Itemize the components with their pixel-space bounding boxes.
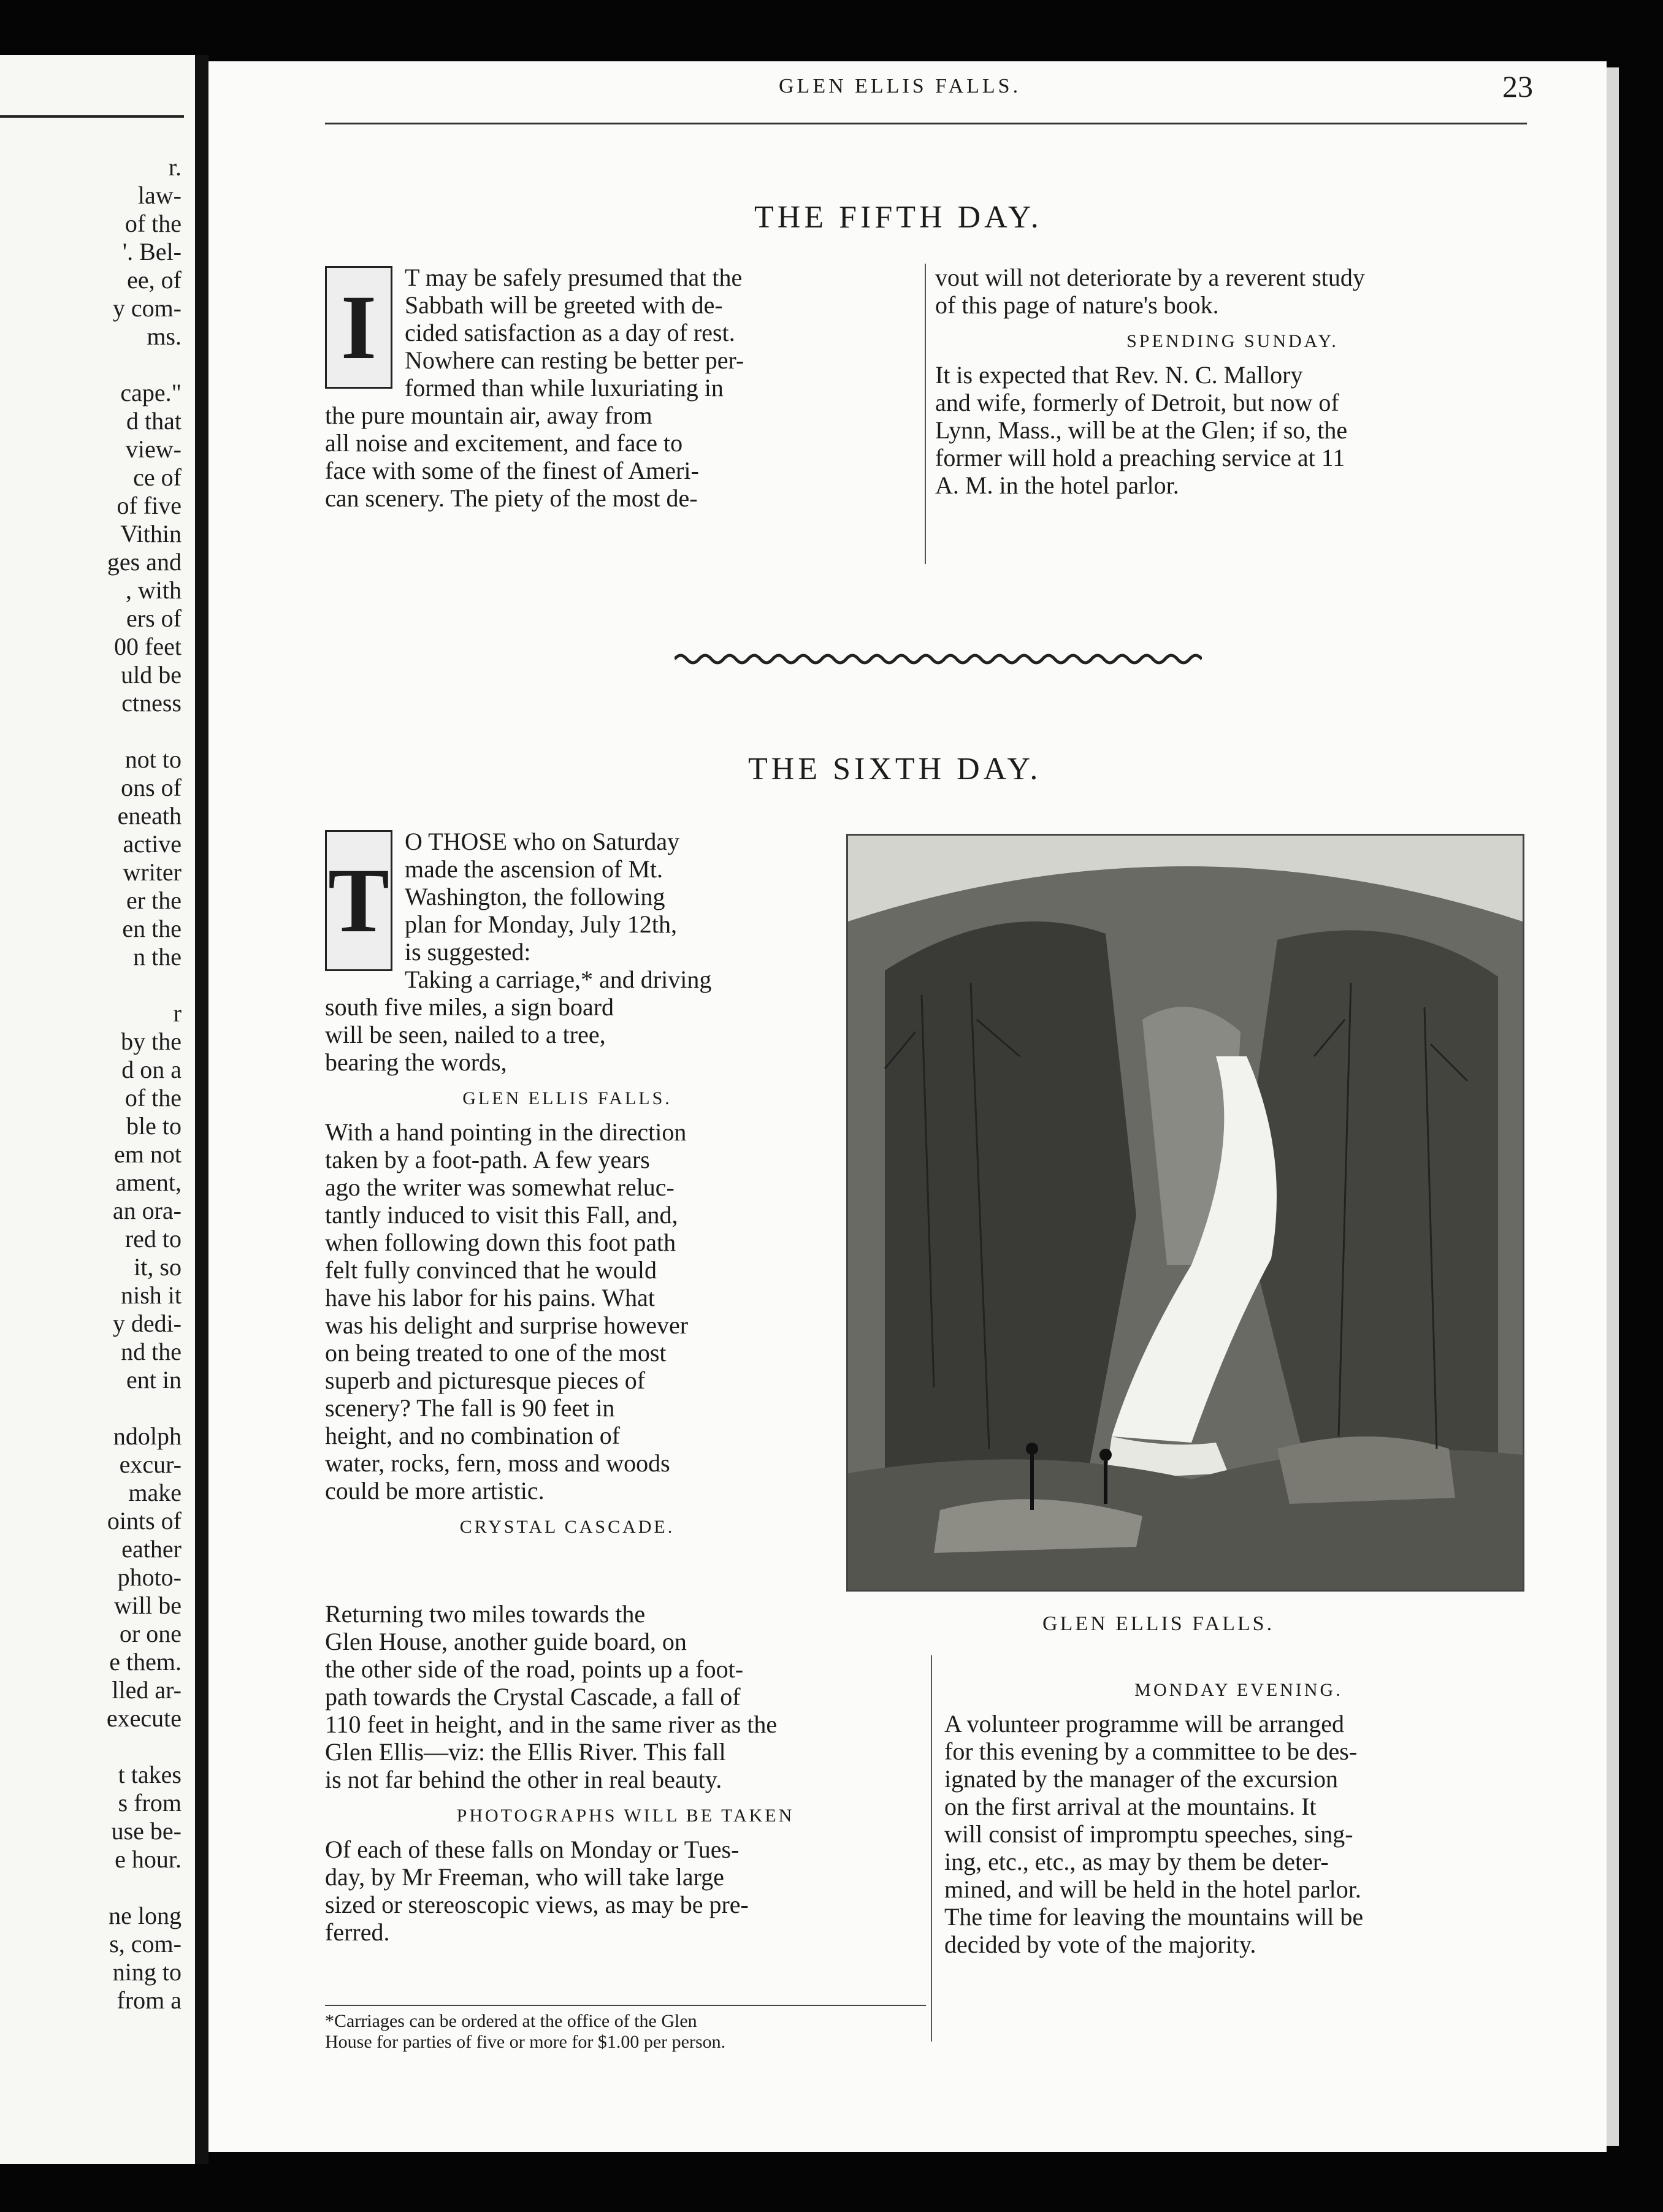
facing-page-fragment-line: make xyxy=(128,1479,182,1506)
facing-page-fragment-line: eneath xyxy=(117,802,182,830)
text-line: ignated by the manager of the excursion xyxy=(944,1765,1338,1793)
text-line: can scenery. The piety of the most de- xyxy=(325,484,698,512)
facing-page-fragment-line: it, so xyxy=(134,1253,182,1281)
facing-page-fragment-line: ges and xyxy=(107,548,182,576)
facing-page-fragment-line: t takes xyxy=(118,1761,182,1788)
text-line: path towards the Crystal Cascade, a fall of xyxy=(325,1683,741,1710)
facing-page-fragment-line: uld be xyxy=(121,661,182,688)
facing-page-fragment-line: from a xyxy=(117,1986,182,2014)
facing-page-fragment-line: y dedi- xyxy=(112,1310,182,1337)
text-line: former will hold a preaching service at 11 xyxy=(935,444,1345,471)
text-line: for this evening by a committee to be des- xyxy=(944,1737,1358,1765)
crystal-cascade-text xyxy=(325,1600,926,1793)
facing-page-fragment-line: of the xyxy=(124,210,182,237)
text-line: will be seen, nailed to a tree, xyxy=(325,1021,606,1048)
crystal-cascade-heading: CRYSTAL CASCADE. xyxy=(459,1517,675,1537)
text-line: was his delight and surprise however xyxy=(325,1311,689,1339)
facing-page-fragment-line: cape." xyxy=(120,379,182,406)
text-line: decided by vote of the majority. xyxy=(944,1931,1256,1958)
facing-page-fragment-line: 00 feet xyxy=(114,633,182,660)
text-line: ing, etc., etc., as may by them be deter- xyxy=(944,1848,1329,1875)
monday-evening-heading: MONDAY EVENING. xyxy=(1134,1680,1343,1700)
facing-page-fragment-line: e them. xyxy=(109,1648,182,1676)
text-line: vout will not deteriorate by a reverent study xyxy=(935,264,1365,291)
facing-page-fragment-line: execute xyxy=(106,1704,182,1732)
facing-page-fragment-line: writer xyxy=(123,858,182,886)
text-line: is not far behind the other in real beauty. xyxy=(325,1766,722,1793)
facing-page-fragment-line: law- xyxy=(137,181,182,209)
text-line: face with some of the finest of Ameri- xyxy=(325,457,699,484)
facing-page-fragment-line: ee, of xyxy=(127,266,182,294)
facing-page-fragment-line: ndolph xyxy=(113,1422,182,1450)
text-line: south five miles, a sign board xyxy=(325,993,614,1021)
book-gutter xyxy=(195,55,208,2164)
carriage-footnote xyxy=(325,2011,926,2053)
facing-page-fragment-line: oints of xyxy=(107,1507,182,1535)
text-line: It is expected that Rev. N. C. Mallory xyxy=(935,361,1303,389)
text-line: Washington, the following xyxy=(405,883,665,910)
facing-page-fragment-line: nd the xyxy=(121,1338,182,1365)
monday-evening-column xyxy=(944,1668,1533,1958)
text-line: superb and picturesque pieces of xyxy=(325,1367,646,1394)
text-line: Returning two miles towards the xyxy=(325,1600,646,1628)
text-line: The time for leaving the mountains will be xyxy=(944,1903,1364,1931)
text-line: A volunteer programme will be arranged xyxy=(944,1710,1344,1737)
text-line: water, rocks, fern, moss and woods xyxy=(325,1449,670,1477)
facing-page-fragment-line: use be- xyxy=(111,1817,182,1845)
text-line: the pure mountain air, away from xyxy=(325,402,652,429)
text-line: is suggested: xyxy=(405,938,531,966)
text-line: scenery? The fall is 90 feet in xyxy=(325,1394,615,1422)
text-line: the other side of the road, points up a foot- xyxy=(325,1655,744,1683)
facing-page-fragment-line: n the xyxy=(133,943,182,971)
text-line: of this page of nature's book. xyxy=(935,291,1219,319)
text-line: ferred. xyxy=(325,1918,390,1946)
wavy-divider xyxy=(675,647,1202,671)
fifth-day-intro-text xyxy=(325,264,914,512)
facing-page-fragment-line: eather xyxy=(121,1535,182,1563)
text-line: Glen Ellis—viz: the Ellis River. This fall xyxy=(325,1738,726,1766)
facing-page-fragment-line: ning to xyxy=(112,1958,182,1986)
facing-page-fragment-line: ers of xyxy=(126,604,182,632)
book-page xyxy=(208,61,1607,2152)
facing-page-fragment-line: y com- xyxy=(112,294,182,322)
text-line: Nowhere can resting be better per- xyxy=(405,346,744,374)
fifth-day-continued-text xyxy=(935,264,1530,319)
text-line: height, and no combination of xyxy=(325,1422,621,1449)
text-line: A. M. in the hotel parlor. xyxy=(935,471,1179,499)
facing-page-fragment-line: e hour. xyxy=(115,1845,182,1873)
facing-page-fragment-line: en the xyxy=(122,915,182,942)
facing-page-fragment-line: d on a xyxy=(121,1056,182,1083)
facing-page-fragment-line: of five xyxy=(117,492,182,519)
page-edge xyxy=(1607,67,1619,2146)
text-line: Taking a carriage,* and driving xyxy=(405,966,712,993)
sixth-day-left-column xyxy=(325,828,809,1547)
facing-page-fragment-line: em not xyxy=(114,1140,182,1168)
text-line: on the first arrival at the mountains. It xyxy=(944,1793,1317,1820)
text-line: formed than while luxuriating in xyxy=(405,374,724,402)
running-title: GLEN ELLIS FALLS. xyxy=(779,75,1022,97)
facing-page-fragment-line: excur- xyxy=(119,1451,182,1478)
text-line: T may be safely presumed that the xyxy=(405,264,743,291)
text-line: Glen House, another guide board, on xyxy=(325,1628,687,1655)
page-number: 23 xyxy=(1502,69,1533,104)
facing-page-fragment-line: ons of xyxy=(121,774,182,801)
glen-ellis-heading: GLEN ELLIS FALLS. xyxy=(462,1088,672,1108)
footnote-rule xyxy=(325,2005,926,2006)
facing-page-fragment-line: '. Bel- xyxy=(122,238,182,265)
facing-page-fragment-line: ms. xyxy=(147,322,182,350)
footnote-line: House for parties of five or more for $1.00 per person. xyxy=(325,2032,726,2052)
text-line: felt fully convinced that he would xyxy=(325,1256,657,1284)
facing-page-fragment-line: or one xyxy=(119,1620,182,1647)
facing-page-fragment-line: r. xyxy=(168,153,182,181)
text-line: Of each of these falls on Monday or Tues- xyxy=(325,1836,740,1863)
facing-page-fragment-line: of the xyxy=(124,1084,182,1112)
facing-page-fragment-line: er the xyxy=(126,887,182,914)
facing-page-fragment xyxy=(0,55,195,2164)
text-line: Sabbath will be greeted with de- xyxy=(405,291,723,319)
text-line: taken by a foot-path. A few years xyxy=(325,1146,650,1173)
facing-page-fragment-line: ne long xyxy=(109,1902,182,1929)
fifth-day-title: THE FIFTH DAY. xyxy=(754,200,1042,235)
facing-page-fragment-line: , with xyxy=(125,576,182,604)
spending-sunday-heading: SPENDING SUNDAY. xyxy=(1126,331,1339,351)
spending-sunday-text xyxy=(935,361,1530,499)
text-line: O THOSE who on Saturday xyxy=(405,828,680,855)
text-line: day, by Mr Freeman, who will take large xyxy=(325,1863,724,1891)
glen-ellis-text xyxy=(325,1118,809,1505)
facing-page-fragment-line: view- xyxy=(125,435,182,463)
text-line: have his labor for his pains. What xyxy=(325,1284,656,1311)
column-divider xyxy=(925,264,926,564)
text-line: could be more artistic. xyxy=(325,1477,545,1505)
monday-evening-text xyxy=(944,1710,1533,1958)
facing-page-fragment-line: ent in xyxy=(126,1366,182,1394)
facing-page-fragment-line: not to xyxy=(124,746,182,773)
footnote-line: *Carriages can be ordered at the office of the Glen xyxy=(325,2011,697,2031)
text-line: ago the writer was somewhat reluc- xyxy=(325,1173,675,1201)
sixth-day-title: THE SIXTH DAY. xyxy=(748,752,1042,787)
image-caption: GLEN ELLIS FALLS. xyxy=(1042,1612,1275,1635)
text-line: tantly induced to visit this Fall, and, xyxy=(325,1201,678,1229)
text-line: bearing the words, xyxy=(325,1048,507,1076)
header-rule xyxy=(325,123,1527,124)
text-line: mined, and will be held in the hotel parlor. xyxy=(944,1875,1361,1903)
facing-page-fragment-line: active xyxy=(123,830,182,858)
facing-page-fragment-line: an ora- xyxy=(112,1197,182,1224)
photographs-text xyxy=(325,1836,926,1946)
facing-page-fragment-line: ament, xyxy=(115,1169,182,1196)
text-line: when following down this foot path xyxy=(325,1229,676,1256)
facing-page-fragment-line: s from xyxy=(118,1789,182,1817)
facing-page-fragment-line: by the xyxy=(121,1028,182,1055)
column-divider-lower xyxy=(931,1655,932,2042)
fifth-day-drop-cap: I xyxy=(325,266,392,389)
glen-ellis-falls-engraving xyxy=(846,834,1524,1592)
text-line: plan for Monday, July 12th, xyxy=(405,910,678,938)
facing-page-fragment-line: r xyxy=(173,999,182,1027)
sixth-day-intro-text xyxy=(325,828,809,1076)
text-line: made the ascension of Mt. xyxy=(405,855,663,883)
facing-page-rule xyxy=(0,115,184,118)
facing-page-fragment-line: nish it xyxy=(121,1281,182,1309)
text-line: will consist of impromptu speeches, sing- xyxy=(944,1820,1353,1848)
facing-page-fragment-line: will be xyxy=(114,1592,182,1619)
photographs-heading: PHOTOGRAPHS WILL BE TAKEN xyxy=(456,1806,795,1826)
facing-page-fragment-line: red to xyxy=(124,1225,182,1253)
fifth-day-right-column xyxy=(935,264,1530,499)
facing-page-fragment-line: d that xyxy=(126,407,182,435)
facing-page-fragment-line: photo- xyxy=(117,1563,182,1591)
waterfall-illustration xyxy=(848,836,1523,1590)
facing-page-fragment-line: ctness xyxy=(121,689,182,717)
facing-page-fragment-line: lled ar- xyxy=(112,1676,182,1704)
fifth-day-left-column xyxy=(325,264,914,512)
facing-page-fragment-line: ble to xyxy=(126,1112,182,1140)
text-line: all noise and excitement, and face to xyxy=(325,429,683,457)
facing-page-fragment-line: s, com- xyxy=(109,1930,182,1958)
text-line: and wife, formerly of Detroit, but now of xyxy=(935,389,1339,416)
crystal-cascade-column xyxy=(325,1600,926,1946)
sixth-day-drop-cap: T xyxy=(325,830,392,971)
text-line: With a hand pointing in the direction xyxy=(325,1118,687,1146)
facing-page-fragment-line: ce of xyxy=(133,463,182,491)
text-line: sized or stereoscopic views, as may be pre- xyxy=(325,1891,749,1918)
text-line: cided satisfaction as a day of rest. xyxy=(405,319,735,346)
text-line: on being treated to one of the most xyxy=(325,1339,667,1367)
text-line: Lynn, Mass., will be at the Glen; if so, the xyxy=(935,416,1348,444)
facing-page-fragment-line: Vithin xyxy=(120,520,182,547)
text-line: 110 feet in height, and in the same river as the xyxy=(325,1710,778,1738)
